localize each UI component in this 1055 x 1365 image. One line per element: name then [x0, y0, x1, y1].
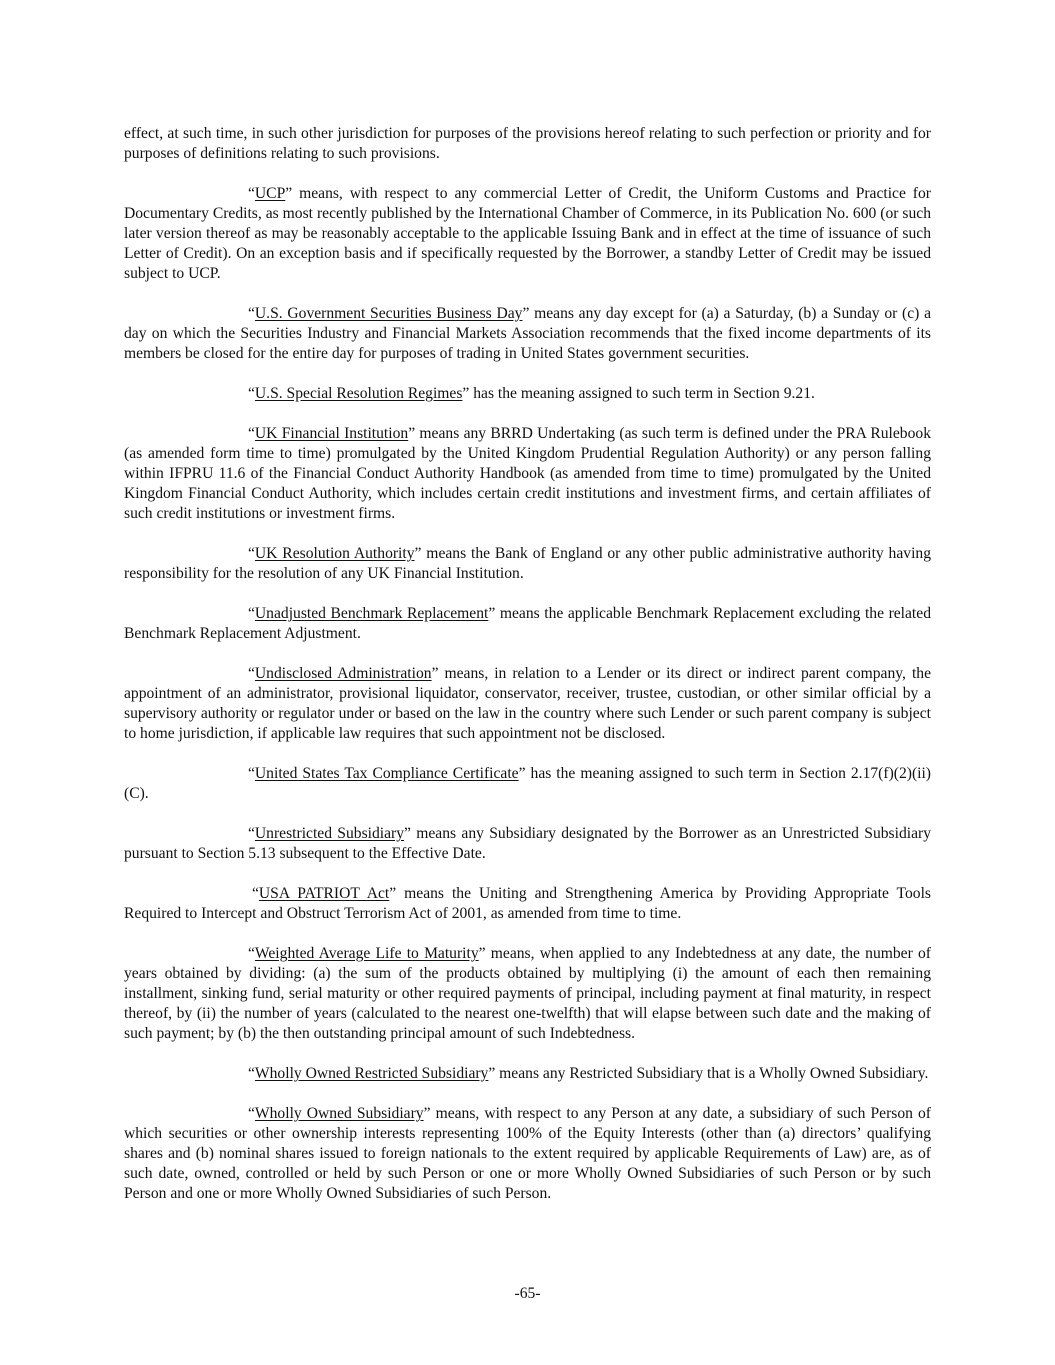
definition-body: ” means the applicable Benchmark Replacement excluding the related Benchmark Replacement Adjustment. [124, 605, 931, 642]
definition-undisclosed-administration [124, 664, 931, 744]
open-quote: “ [248, 185, 255, 202]
definition-body: ” means any day except for (a) a Saturday, (b) a Sunday or (c) a day on which the Securities Industry and Financial Markets Association recommends that the fixed income departments of its members be closed for the entire day for purposes of trading in United States government securities. [124, 305, 931, 362]
defined-term: Unadjusted Benchmark Replacement [254, 605, 489, 622]
defined-term: Weighted Average Life to Maturity [254, 945, 479, 962]
definition-us-special-resolution-regimes [124, 384, 931, 404]
open-quote: “ [248, 425, 255, 442]
definition-body: ” means, with respect to any commercial Letter of Credit, the Uniform Customs and Practice for Documentary Credits, as most recently published by the International Chamber of Commerce, in its Publication No. 600 (or such later version thereof as may be reasonably acceptable to the applicable Issuing Bank and in effect at the time of issuance of such Letter of Credit). On an exception basis and if specifically requested by the Borrower, a standby Letter of Credit may be issued subject to UCP. [124, 185, 931, 282]
definition-uk-financial-institution [124, 424, 931, 524]
definition-body: ” means, when applied to any Indebtedness at any date, the number of years obtained by dividing: (a) the sum of the products obtained by multiplying (i) the amount of each then remaining installment, sinking fund, serial maturity or other required payments of principal, including payment at final maturity, in respect thereof, by (ii) the number of years (calculated to the nearest one-twelfth) that will elapse between such date and the making of such payment; by (b) the then outstanding principal amount of such Indebtedness. [124, 945, 931, 1042]
intro-text: effect, at such time, in such other jurisdiction for purposes of the provisions hereof relating to such perfection or priority and for purposes of definitions relating to such provisions. [124, 125, 931, 162]
defined-term: UCP [254, 185, 286, 202]
definition-unrestricted-subsidiary [124, 824, 931, 864]
definition-weighted-average-life-to-maturity [124, 944, 931, 1044]
open-quote: “ [248, 305, 255, 322]
defined-term: UK Financial Institution [254, 425, 409, 442]
defined-term: Wholly Owned Subsidiary [254, 1105, 424, 1122]
definition-body: ” has the meaning assigned to such term in Section 9.21. [462, 385, 815, 402]
intro-paragraph [124, 124, 931, 164]
definition-body: ” means the Uniting and Strengthening America by Providing Appropriate Tools Required to Intercept and Obstruct Terrorism Act of 2001, as amended from time to time. [124, 885, 931, 922]
definition-wholly-owned-subsidiary [124, 1104, 931, 1204]
defined-term: Undisclosed Administration [254, 665, 432, 682]
open-quote: “ [248, 385, 255, 402]
definition-body: ” means any Restricted Subsidiary that is a Wholly Owned Subsidiary. [488, 1065, 929, 1082]
definition-body: ” means any Subsidiary designated by the Borrower as an Unrestricted Subsidiary pursuant to Section 5.13 subsequent to the Effective Date. [124, 825, 931, 862]
definition-usa-patriot-act [124, 884, 931, 924]
definition-wholly-owned-restricted-subsidiary [124, 1064, 931, 1084]
open-quote: “ [248, 605, 255, 622]
definition-body: ” has the meaning assigned to such term in Section 2.17(f)(2)(ii)(C). [124, 765, 931, 802]
document-page [124, 124, 931, 1224]
defined-term: United States Tax Compliance Certificate [254, 765, 519, 782]
page-number: -65- [514, 1285, 541, 1302]
open-quote: “ [248, 825, 255, 842]
open-quote: “ [248, 1065, 255, 1082]
defined-term: UK Resolution Authority [254, 545, 415, 562]
definition-ucp [124, 184, 931, 284]
open-quote: “ [252, 885, 259, 902]
definition-us-government-securities-business-day [124, 304, 931, 364]
definition-unadjusted-benchmark-replacement [124, 604, 931, 644]
definition-body: ” means, with respect to any Person at any date, a subsidiary of such Person of which securities or other ownership interests representing 100% of the Equity Interests (other than (a) directors’ qualifying shares and (b) nominal shares issued to foreign nationals to the extent required by applicable Requirements of Law) are, as of such date, owned, controlled or held by such Person or one or more Wholly Owned Subsidiaries of such Person or by such Person and one or more Wholly Owned Subsidiaries of such Person. [124, 1105, 931, 1202]
definition-body: ” means the Bank of England or any other public administrative authority having responsibility for the resolution of any UK Financial Institution. [124, 545, 931, 582]
open-quote: “ [248, 945, 255, 962]
defined-term: USA PATRIOT Act [258, 885, 390, 902]
definition-united-states-tax-compliance-certificate [124, 764, 931, 804]
open-quote: “ [248, 545, 255, 562]
defined-term: U.S. Special Resolution Regimes [254, 385, 463, 402]
definition-uk-resolution-authority [124, 544, 931, 584]
defined-term: Wholly Owned Restricted Subsidiary [254, 1065, 489, 1082]
defined-term: U.S. Government Securities Business Day [254, 305, 523, 322]
defined-term: Unrestricted Subsidiary [254, 825, 405, 842]
open-quote: “ [248, 1105, 255, 1122]
definition-body: ” means, in relation to a Lender or its direct or indirect parent company, the appointment of an administrator, provisional liquidator, conservator, receiver, trustee, custodian, or other similar official by a supervisory authority or regulator under or based on the law in the country where such Lender or such parent company is subject to home jurisdiction, if applicable law requires that such appointment not be disclosed. [124, 665, 931, 742]
definition-body: ” means any BRRD Undertaking (as such term is defined under the PRA Rulebook (as amended form time to time) promulgated by the United Kingdom Prudential Regulation Authority) or any person falling within IFPRU 11.6 of the Financial Conduct Authority Handbook (as amended from time to time) promulgated by the United Kingdom Financial Conduct Authority, which includes certain credit institutions and investment firms, and certain affiliates of such credit institutions or investment firms. [124, 425, 931, 522]
open-quote: “ [248, 665, 255, 682]
open-quote: “ [248, 765, 255, 782]
